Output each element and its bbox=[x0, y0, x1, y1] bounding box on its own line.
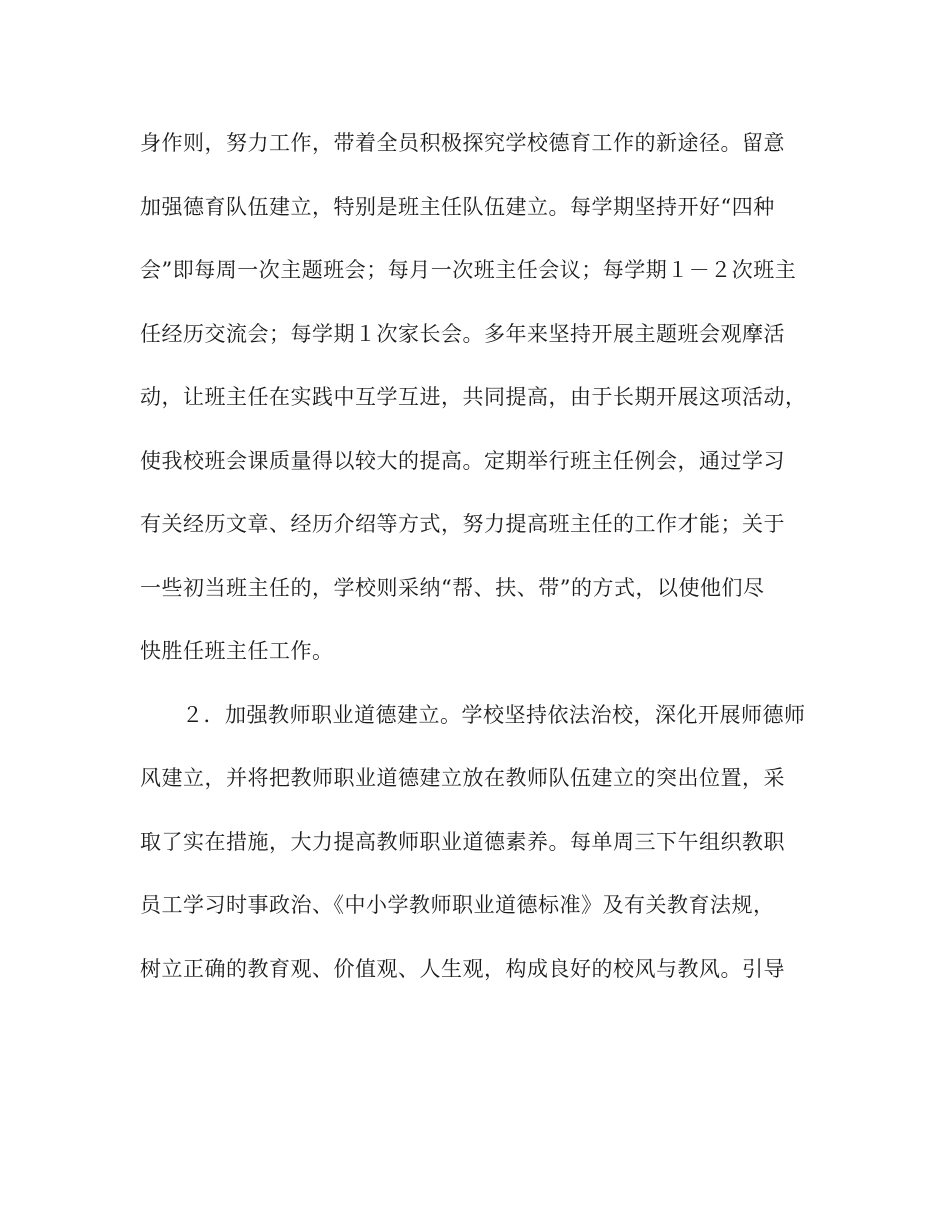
text-line: 员工学习时事政治、《中小学教师职业道德标准》及有关教育法规， bbox=[140, 893, 775, 917]
text-line: 任经历交流会；每学期１次家长会。多年来坚持开展主题班会观摩活 bbox=[140, 321, 785, 346]
text-line: 风建立，并将把教师职业道德建立放在教师队伍建立的突出位置，采 bbox=[140, 766, 785, 790]
text-line: 身作则，努力工作，带着全员积极探究学校德育工作的新途径。留意 bbox=[140, 131, 785, 155]
text-line: 快胜任班主任工作。 bbox=[140, 639, 334, 663]
text-line: 有关经历文章、经历介绍等方式，努力提高班主任的工作才能；关于 bbox=[140, 512, 785, 536]
text-line: 使我校班会课质量得以较大的提高。定期举行班主任例会，通过学习 bbox=[140, 448, 785, 473]
text-line: 取了实在措施，大力提高教师职业道德素养。每单周三下午组织教职 bbox=[140, 829, 785, 854]
text-line: 一些初当班主任的，学校则采纳“帮、扶、带”的方式，以使他们尽 bbox=[140, 575, 765, 600]
text-line: 加强德育队伍建立，特别是班主任队伍建立。每学期坚持开好“四种 bbox=[140, 194, 775, 219]
paragraph-start-line: ２．加强教师职业道德建立。学校坚持依法治校，深化开展师德师 bbox=[182, 702, 806, 727]
text-line: 树立正确的教育观、价值观、人生观，构成良好的校风与教风。引导 bbox=[140, 956, 785, 981]
text-line: 会”即每周一次主题班会；每月一次班主任会议；每学期１－２次班主 bbox=[140, 258, 797, 282]
body-text bbox=[140, 123, 820, 1012]
text-line: 动，让班主任在实践中互学互进，共同提高，由于长期开展这项活动， bbox=[140, 385, 807, 409]
